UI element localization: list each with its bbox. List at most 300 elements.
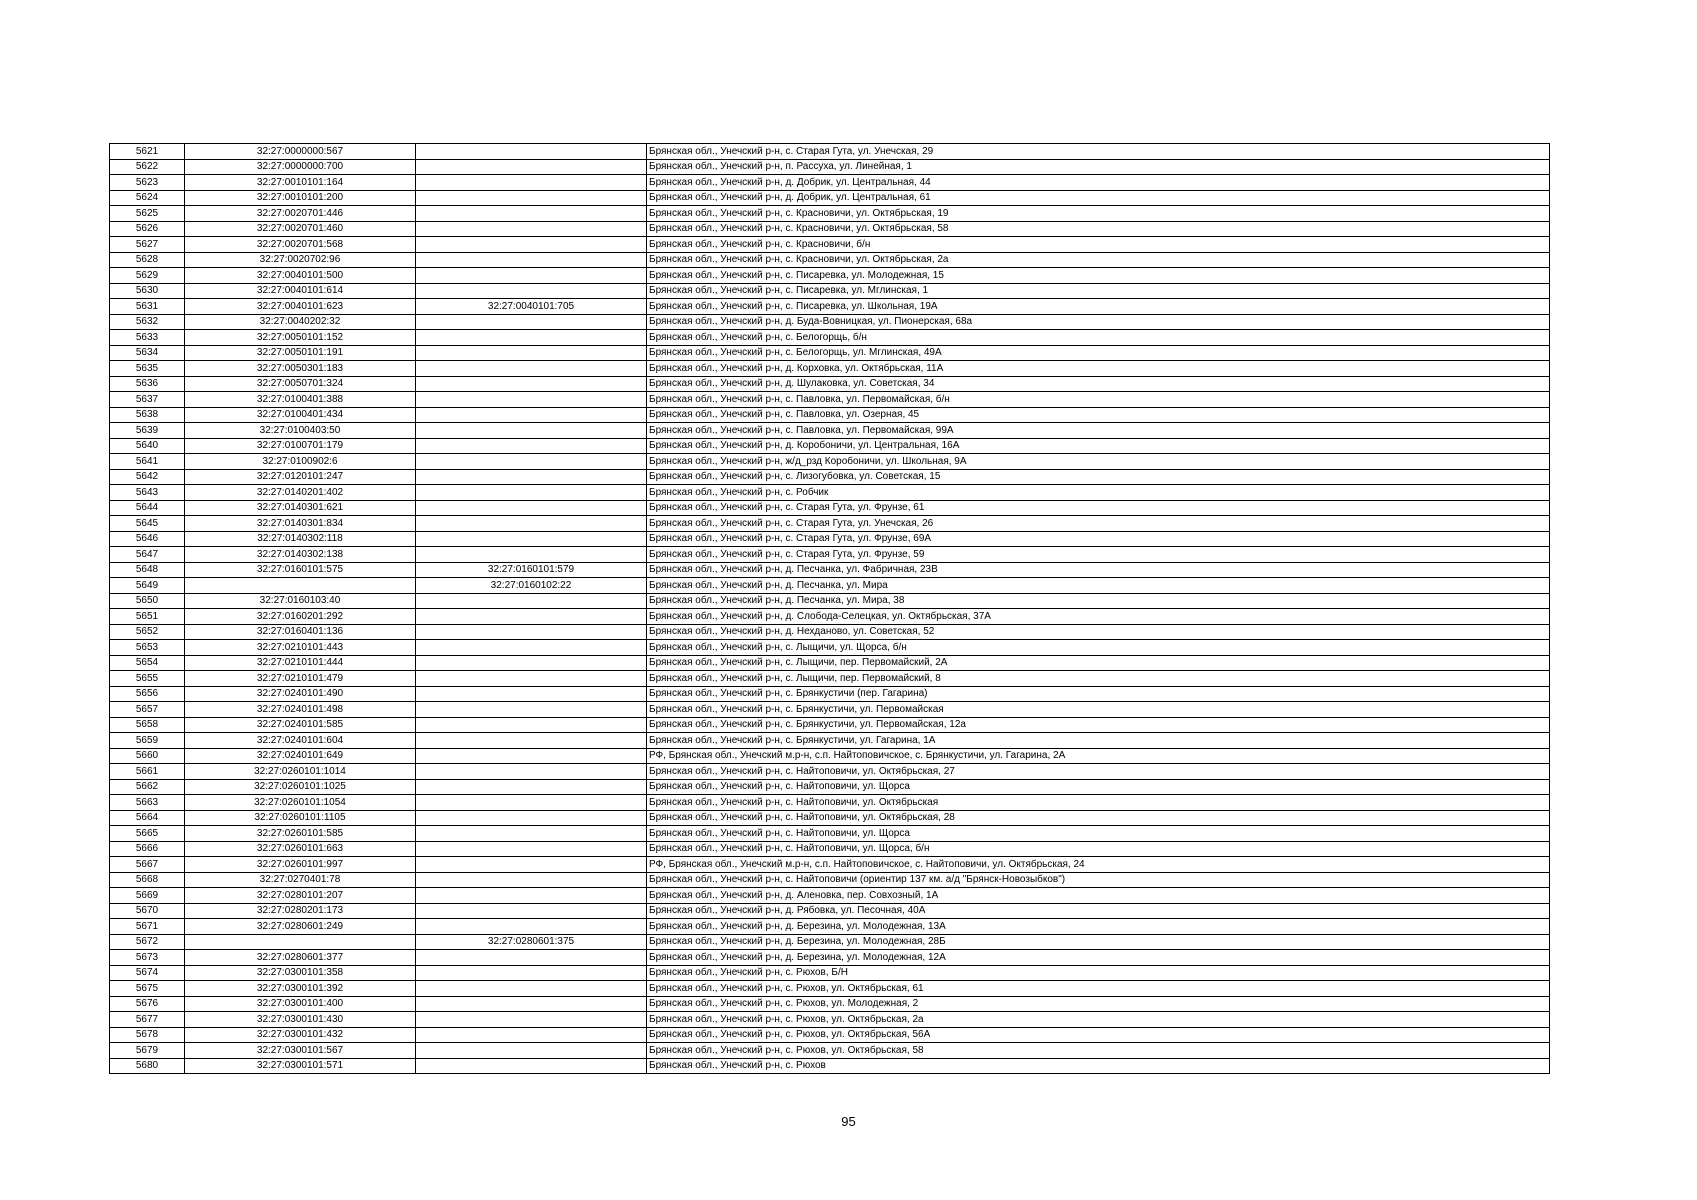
address-cell: Брянская обл., Унечский р-н, д. Аленовка, пер. Совхозный, 1А [647, 888, 1550, 904]
address-cell: Брянская обл., Унечский р-н, с. Рюхов, Б/Н [647, 965, 1550, 981]
related-cadastral-number-cell [416, 965, 647, 981]
row-number-cell: 5656 [110, 686, 185, 702]
cadastral-number-cell: 32:27:0140201:402 [185, 485, 416, 501]
cadastral-number-cell: 32:27:0000000:700 [185, 159, 416, 175]
table-row [110, 996, 1550, 1012]
related-cadastral-number-cell [416, 252, 647, 268]
related-cadastral-number-cell [416, 531, 647, 547]
row-number-cell: 5664 [110, 810, 185, 826]
table-row [110, 407, 1550, 423]
address-cell: Брянская обл., Унечский р-н, с. Брянкустичи, ул. Гагарина, 1А [647, 733, 1550, 749]
related-cadastral-number-cell [416, 764, 647, 780]
row-number-cell: 5662 [110, 779, 185, 795]
table-row [110, 221, 1550, 237]
address-cell: Брянская обл., Унечский р-н, с. Старая Гута, ул. Унечская, 29 [647, 144, 1550, 160]
related-cadastral-number-cell [416, 485, 647, 501]
row-number-cell: 5666 [110, 841, 185, 857]
table-row [110, 640, 1550, 656]
cadastral-number-cell: 32:27:0140301:621 [185, 500, 416, 516]
table-row [110, 252, 1550, 268]
row-number-cell: 5655 [110, 671, 185, 687]
address-cell: Брянская обл., Унечский р-н, с. Павловка, ул. Первомайская, б/н [647, 392, 1550, 408]
table-row [110, 438, 1550, 454]
related-cadastral-number-cell [416, 330, 647, 346]
related-cadastral-number-cell: 32:27:0280601:375 [416, 934, 647, 950]
table-row [110, 903, 1550, 919]
address-cell: Брянская обл., Унечский р-н, с. Старая Гута, ул. Фрунзе, 61 [647, 500, 1550, 516]
related-cadastral-number-cell [416, 640, 647, 656]
table-row [110, 345, 1550, 361]
table-row [110, 361, 1550, 377]
address-cell: Брянская обл., Унечский р-н, с. Павловка, ул. Первомайская, 99А [647, 423, 1550, 439]
address-cell: Брянская обл., Унечский р-н, с. Брянкустичи, ул. Первомайская, 12а [647, 717, 1550, 733]
table-row [110, 981, 1550, 997]
row-number-cell: 5652 [110, 624, 185, 640]
table-row [110, 593, 1550, 609]
table-row [110, 314, 1550, 330]
address-cell: Брянская обл., Унечский р-н, с. Найтоповичи (ориентир 137 км. а/д "Брянск-Новозыбков") [647, 872, 1550, 888]
cadastral-number-cell: 32:27:0160103:40 [185, 593, 416, 609]
related-cadastral-number-cell [416, 314, 647, 330]
table-row [110, 454, 1550, 470]
row-number-cell: 5647 [110, 547, 185, 563]
cadastral-number-cell: 32:27:0280201:173 [185, 903, 416, 919]
row-number-cell: 5657 [110, 702, 185, 718]
cadastral-number-cell: 32:27:0020701:446 [185, 206, 416, 222]
related-cadastral-number-cell [416, 686, 647, 702]
related-cadastral-number-cell [416, 221, 647, 237]
related-cadastral-number-cell [416, 175, 647, 191]
row-number-cell: 5633 [110, 330, 185, 346]
row-number-cell: 5653 [110, 640, 185, 656]
address-cell: Брянская обл., Унечский р-н, д. Корховка, ул. Октябрьская, 11А [647, 361, 1550, 377]
address-cell: Брянская обл., Унечский р-н, д. Коробоничи, ул. Центральная, 16А [647, 438, 1550, 454]
cadastral-number-cell: 32:27:0260101:585 [185, 826, 416, 842]
table-row [110, 376, 1550, 392]
table-row [110, 500, 1550, 516]
related-cadastral-number-cell [416, 996, 647, 1012]
related-cadastral-number-cell [416, 345, 647, 361]
related-cadastral-number-cell [416, 717, 647, 733]
row-number-cell: 5643 [110, 485, 185, 501]
row-number-cell: 5625 [110, 206, 185, 222]
row-number-cell: 5670 [110, 903, 185, 919]
cadastral-number-cell: 32:27:0140301:834 [185, 516, 416, 532]
row-number-cell: 5636 [110, 376, 185, 392]
row-number-cell: 5674 [110, 965, 185, 981]
row-number-cell: 5665 [110, 826, 185, 842]
related-cadastral-number-cell [416, 454, 647, 470]
table-row [110, 547, 1550, 563]
related-cadastral-number-cell [416, 593, 647, 609]
row-number-cell: 5678 [110, 1027, 185, 1043]
cadastral-number-cell: 32:27:0020701:568 [185, 237, 416, 253]
table-row [110, 624, 1550, 640]
address-cell: Брянская обл., Унечский р-н, с. Старая Гута, ул. Фрунзе, 59 [647, 547, 1550, 563]
row-number-cell: 5676 [110, 996, 185, 1012]
related-cadastral-number-cell [416, 144, 647, 160]
row-number-cell: 5679 [110, 1043, 185, 1059]
row-number-cell: 5673 [110, 950, 185, 966]
row-number-cell: 5660 [110, 748, 185, 764]
cadastral-number-cell: 32:27:0300101:430 [185, 1012, 416, 1028]
row-number-cell: 5658 [110, 717, 185, 733]
cadastral-number-cell: 32:27:0280601:377 [185, 950, 416, 966]
address-cell: Брянская обл., Унечский р-н, с. Лыщичи, пер. Первомайский, 8 [647, 671, 1550, 687]
address-cell: Брянская обл., Унечский р-н, с. Лизогубовка, ул. Советская, 15 [647, 469, 1550, 485]
registry-table-body [110, 144, 1550, 1074]
related-cadastral-number-cell: 32:27:0160101:579 [416, 562, 647, 578]
table-row [110, 609, 1550, 625]
address-cell: Брянская обл., Унечский р-н, д. Березина, ул. Молодежная, 13А [647, 919, 1550, 935]
cadastral-number-cell: 32:27:0240101:490 [185, 686, 416, 702]
related-cadastral-number-cell [416, 159, 647, 175]
row-number-cell: 5622 [110, 159, 185, 175]
table-row [110, 144, 1550, 160]
table-row [110, 810, 1550, 826]
table-row [110, 562, 1550, 578]
related-cadastral-number-cell [416, 779, 647, 795]
cadastral-number-cell: 32:27:0140302:138 [185, 547, 416, 563]
related-cadastral-number-cell [416, 748, 647, 764]
row-number-cell: 5663 [110, 795, 185, 811]
related-cadastral-number-cell [416, 795, 647, 811]
related-cadastral-number-cell [416, 392, 647, 408]
table-row [110, 717, 1550, 733]
row-number-cell: 5630 [110, 283, 185, 299]
cadastral-number-cell: 32:27:0020702:96 [185, 252, 416, 268]
row-number-cell: 5623 [110, 175, 185, 191]
row-number-cell: 5668 [110, 872, 185, 888]
cadastral-number-cell: 32:27:0260101:997 [185, 857, 416, 873]
cadastral-number-cell: 32:27:0270401:78 [185, 872, 416, 888]
address-cell: Брянская обл., Унечский р-н, с. Найтоповичи, ул. Щорса [647, 779, 1550, 795]
related-cadastral-number-cell [416, 283, 647, 299]
address-cell: Брянская обл., Унечский р-н, с. Лыщичи, ул. Щорса, б/н [647, 640, 1550, 656]
address-cell: Брянская обл., Унечский р-н, с. Красновичи, ул. Октябрьская, 58 [647, 221, 1550, 237]
cadastral-number-cell: 32:27:0100401:388 [185, 392, 416, 408]
address-cell: Брянская обл., Унечский р-н, с. Красновичи, ул. Октябрьская, 2а [647, 252, 1550, 268]
table-row [110, 485, 1550, 501]
cadastral-number-cell: 32:27:0260101:1025 [185, 779, 416, 795]
cadastral-number-cell: 32:27:0000000:567 [185, 144, 416, 160]
address-cell: Брянская обл., Унечский р-н, с. Белогорщь, ул. Мглинская, 49А [647, 345, 1550, 361]
related-cadastral-number-cell [416, 888, 647, 904]
row-number-cell: 5626 [110, 221, 185, 237]
cadastral-number-cell: 32:27:0100403:50 [185, 423, 416, 439]
related-cadastral-number-cell [416, 981, 647, 997]
cadastral-number-cell: 32:27:0300101:392 [185, 981, 416, 997]
table-row [110, 159, 1550, 175]
table-row [110, 299, 1550, 315]
row-number-cell: 5627 [110, 237, 185, 253]
address-cell: Брянская обл., Унечский р-н, д. Березина, ул. Молодежная, 28Б [647, 934, 1550, 950]
table-row [110, 779, 1550, 795]
address-cell: Брянская обл., Унечский р-н, с. Найтоповичи, ул. Щорса, б/н [647, 841, 1550, 857]
address-cell: Брянская обл., Унечский р-н, с. Старая Гута, ул. Унечская, 26 [647, 516, 1550, 532]
cadastral-number-cell: 32:27:0120101:247 [185, 469, 416, 485]
table-row [110, 950, 1550, 966]
related-cadastral-number-cell [416, 1012, 647, 1028]
address-cell: Брянская обл., Унечский р-н, д. Добрик, ул. Центральная, 44 [647, 175, 1550, 191]
address-cell: Брянская обл., Унечский р-н, с. Писаревка, ул. Школьная, 19А [647, 299, 1550, 315]
related-cadastral-number-cell [416, 469, 647, 485]
table-row [110, 764, 1550, 780]
table-row [110, 919, 1550, 935]
address-cell: Брянская обл., Унечский р-н, д. Слобода-Селецкая, ул. Октябрьская, 37А [647, 609, 1550, 625]
address-cell: Брянская обл., Унечский р-н, с. Найтоповичи, ул. Октябрьская, 27 [647, 764, 1550, 780]
table-row [110, 237, 1550, 253]
row-number-cell: 5661 [110, 764, 185, 780]
address-cell: Брянская обл., Унечский р-н, с. Найтоповичи, ул. Октябрьская, 28 [647, 810, 1550, 826]
table-row [110, 1043, 1550, 1059]
table-row [110, 841, 1550, 857]
cadastral-number-cell: 32:27:0260101:1054 [185, 795, 416, 811]
related-cadastral-number-cell [416, 423, 647, 439]
related-cadastral-number-cell [416, 1027, 647, 1043]
row-number-cell: 5635 [110, 361, 185, 377]
related-cadastral-number-cell [416, 950, 647, 966]
cadastral-number-cell: 32:27:0040101:500 [185, 268, 416, 284]
table-row [110, 934, 1550, 950]
address-cell: Брянская обл., Унечский р-н, с. Брянкустичи (пер. Гагарина) [647, 686, 1550, 702]
row-number-cell: 5641 [110, 454, 185, 470]
table-row [110, 516, 1550, 532]
address-cell: Брянская обл., Унечский р-н, с. Павловка, ул. Озерная, 45 [647, 407, 1550, 423]
related-cadastral-number-cell [416, 609, 647, 625]
related-cadastral-number-cell [416, 376, 647, 392]
address-cell: Брянская обл., Унечский р-н, с. Белогорщь, б/н [647, 330, 1550, 346]
table-row [110, 795, 1550, 811]
table-row [110, 469, 1550, 485]
related-cadastral-number-cell [416, 500, 647, 516]
cadastral-number-cell: 32:27:0050101:152 [185, 330, 416, 346]
row-number-cell: 5680 [110, 1058, 185, 1074]
address-cell: Брянская обл., Унечский р-н, с. Найтоповичи, ул. Октябрьская [647, 795, 1550, 811]
table-row [110, 888, 1550, 904]
related-cadastral-number-cell: 32:27:0160102:22 [416, 578, 647, 594]
related-cadastral-number-cell [416, 826, 647, 842]
cadastral-number-cell [185, 934, 416, 950]
row-number-cell: 5640 [110, 438, 185, 454]
related-cadastral-number-cell [416, 237, 647, 253]
table-row [110, 702, 1550, 718]
row-number-cell: 5637 [110, 392, 185, 408]
cadastral-number-cell [185, 578, 416, 594]
cadastral-number-cell: 32:27:0010101:200 [185, 190, 416, 206]
address-cell: Брянская обл., Унечский р-н, с. Красновичи, б/н [647, 237, 1550, 253]
related-cadastral-number-cell [416, 190, 647, 206]
row-number-cell: 5634 [110, 345, 185, 361]
cadastral-number-cell: 32:27:0240101:585 [185, 717, 416, 733]
page-number: 95 [841, 1114, 856, 1129]
related-cadastral-number-cell [416, 857, 647, 873]
row-number-cell: 5667 [110, 857, 185, 873]
table-row [110, 826, 1550, 842]
table-row [110, 733, 1550, 749]
cadastral-number-cell: 32:27:0300101:400 [185, 996, 416, 1012]
cadastral-number-cell: 32:27:0300101:571 [185, 1058, 416, 1074]
address-cell: Брянская обл., Унечский р-н, с. Красновичи, ул. Октябрьская, 19 [647, 206, 1550, 222]
address-cell: Брянская обл., Унечский р-н, с. Рюхов, ул. Октябрьская, 2а [647, 1012, 1550, 1028]
table-row [110, 1012, 1550, 1028]
address-cell: Брянская обл., Унечский р-н, д. Песчанка, ул. Фабричная, 23В [647, 562, 1550, 578]
cadastral-number-cell: 32:27:0300101:358 [185, 965, 416, 981]
cadastral-number-cell: 32:27:0260101:1014 [185, 764, 416, 780]
table-row [110, 578, 1550, 594]
related-cadastral-number-cell: 32:27:0040101:705 [416, 299, 647, 315]
cadastral-number-cell: 32:27:0160101:575 [185, 562, 416, 578]
related-cadastral-number-cell [416, 841, 647, 857]
cadastral-number-cell: 32:27:0160401:136 [185, 624, 416, 640]
related-cadastral-number-cell [416, 919, 647, 935]
row-number-cell: 5669 [110, 888, 185, 904]
table-row [110, 423, 1550, 439]
address-cell: Брянская обл., Унечский р-н, с. Рюхов [647, 1058, 1550, 1074]
address-cell: Брянская обл., Унечский р-н, с. Рюхов, ул. Октябрьская, 61 [647, 981, 1550, 997]
address-cell: Брянская обл., Унечский р-н, с. Робчик [647, 485, 1550, 501]
address-cell: Брянская обл., Унечский р-н, д. Буда-Вовницкая, ул. Пионерская, 68а [647, 314, 1550, 330]
table-row [110, 283, 1550, 299]
table-row [110, 268, 1550, 284]
row-number-cell: 5628 [110, 252, 185, 268]
row-number-cell: 5648 [110, 562, 185, 578]
related-cadastral-number-cell [416, 903, 647, 919]
address-cell: Брянская обл., Унечский р-н, ж/д_рзд Коробоничи, ул. Школьная, 9А [647, 454, 1550, 470]
table-row [110, 965, 1550, 981]
address-cell: Брянская обл., Унечский р-н, д. Нехданово, ул. Советская, 52 [647, 624, 1550, 640]
cadastral-number-cell: 32:27:0210101:444 [185, 655, 416, 671]
related-cadastral-number-cell [416, 547, 647, 563]
cadastral-number-cell: 32:27:0210101:479 [185, 671, 416, 687]
row-number-cell: 5651 [110, 609, 185, 625]
table-row [110, 1027, 1550, 1043]
row-number-cell: 5671 [110, 919, 185, 935]
cadastral-number-cell: 32:27:0040202:32 [185, 314, 416, 330]
registry-table [109, 143, 1550, 1074]
row-number-cell: 5649 [110, 578, 185, 594]
address-cell: Брянская обл., Унечский р-н, с. Писаревка, ул. Мглинская, 1 [647, 283, 1550, 299]
cadastral-number-cell: 32:27:0100902:6 [185, 454, 416, 470]
row-number-cell: 5672 [110, 934, 185, 950]
row-number-cell: 5644 [110, 500, 185, 516]
table-row [110, 1058, 1550, 1074]
cadastral-number-cell: 32:27:0100401:434 [185, 407, 416, 423]
cadastral-number-cell: 32:27:0050301:183 [185, 361, 416, 377]
address-cell: Брянская обл., Унечский р-н, с. Найтоповичи, ул. Щорса [647, 826, 1550, 842]
row-number-cell: 5650 [110, 593, 185, 609]
cadastral-number-cell: 32:27:0280101:207 [185, 888, 416, 904]
related-cadastral-number-cell [416, 872, 647, 888]
row-number-cell: 5631 [110, 299, 185, 315]
address-cell: Брянская обл., Унечский р-н, с. Писаревка, ул. Молодежная, 15 [647, 268, 1550, 284]
related-cadastral-number-cell [416, 206, 647, 222]
cadastral-number-cell: 32:27:0100701:179 [185, 438, 416, 454]
address-cell: Брянская обл., Унечский р-н, д. Шулаковка, ул. Советская, 34 [647, 376, 1550, 392]
address-cell: Брянская обл., Унечский р-н, д. Песчанка, ул. Мира, 38 [647, 593, 1550, 609]
cadastral-number-cell: 32:27:0300101:432 [185, 1027, 416, 1043]
cadastral-number-cell: 32:27:0260101:663 [185, 841, 416, 857]
cadastral-number-cell: 32:27:0240101:649 [185, 748, 416, 764]
cadastral-number-cell: 32:27:0050101:191 [185, 345, 416, 361]
cadastral-number-cell: 32:27:0240101:498 [185, 702, 416, 718]
related-cadastral-number-cell [416, 810, 647, 826]
table-row [110, 671, 1550, 687]
table-row [110, 175, 1550, 191]
cadastral-number-cell: 32:27:0300101:567 [185, 1043, 416, 1059]
address-cell: Брянская обл., Унечский р-н, с. Старая Гута, ул. Фрунзе, 69А [647, 531, 1550, 547]
cadastral-number-cell: 32:27:0020701:460 [185, 221, 416, 237]
address-cell: РФ, Брянская обл., Унечский м.р-н, с.п. Найтоповичское, с. Брянкустичи, ул. Гагарина, 2А [647, 748, 1550, 764]
address-cell: Брянская обл., Унечский р-н, д. Березина, ул. Молодежная, 12А [647, 950, 1550, 966]
address-cell: Брянская обл., Унечский р-н, с. Рюхов, ул. Октябрьская, 56А [647, 1027, 1550, 1043]
related-cadastral-number-cell [416, 361, 647, 377]
address-cell: РФ, Брянская обл., Унечский м.р-н, с.п. Найтоповичское, с. Найтоповичи, ул. Октябрьская, 24 [647, 857, 1550, 873]
cadastral-number-cell: 32:27:0160201:292 [185, 609, 416, 625]
related-cadastral-number-cell [416, 624, 647, 640]
row-number-cell: 5638 [110, 407, 185, 423]
address-cell: Брянская обл., Унечский р-н, д. Песчанка, ул. Мира [647, 578, 1550, 594]
row-number-cell: 5659 [110, 733, 185, 749]
row-number-cell: 5677 [110, 1012, 185, 1028]
cadastral-number-cell: 32:27:0240101:604 [185, 733, 416, 749]
related-cadastral-number-cell [416, 655, 647, 671]
row-number-cell: 5629 [110, 268, 185, 284]
address-cell: Брянская обл., Унечский р-н, д. Рябовка, ул. Песочная, 40А [647, 903, 1550, 919]
table-row [110, 206, 1550, 222]
related-cadastral-number-cell [416, 268, 647, 284]
cadastral-number-cell: 32:27:0280601:249 [185, 919, 416, 935]
cadastral-number-cell: 32:27:0050701:324 [185, 376, 416, 392]
table-row [110, 748, 1550, 764]
table-row [110, 655, 1550, 671]
address-cell: Брянская обл., Унечский р-н, с. Рюхов, ул. Октябрьская, 58 [647, 1043, 1550, 1059]
row-number-cell: 5645 [110, 516, 185, 532]
address-cell: Брянская обл., Унечский р-н, с. Лыщичи, пер. Первомайский, 2А [647, 655, 1550, 671]
table-row [110, 686, 1550, 702]
related-cadastral-number-cell [416, 1058, 647, 1074]
related-cadastral-number-cell [416, 671, 647, 687]
address-cell: Брянская обл., Унечский р-н, п. Рассуха, ул. Линейная, 1 [647, 159, 1550, 175]
related-cadastral-number-cell [416, 1043, 647, 1059]
row-number-cell: 5624 [110, 190, 185, 206]
row-number-cell: 5642 [110, 469, 185, 485]
address-cell: Брянская обл., Унечский р-н, д. Добрик, ул. Центральная, 61 [647, 190, 1550, 206]
related-cadastral-number-cell [416, 516, 647, 532]
cadastral-number-cell: 32:27:0210101:443 [185, 640, 416, 656]
related-cadastral-number-cell [416, 438, 647, 454]
cadastral-number-cell: 32:27:0140302:118 [185, 531, 416, 547]
cadastral-number-cell: 32:27:0010101:164 [185, 175, 416, 191]
cadastral-number-cell: 32:27:0040101:623 [185, 299, 416, 315]
table-row [110, 330, 1550, 346]
row-number-cell: 5646 [110, 531, 185, 547]
table-row [110, 190, 1550, 206]
address-cell: Брянская обл., Унечский р-н, с. Брянкустичи, ул. Первомайская [647, 702, 1550, 718]
row-number-cell: 5654 [110, 655, 185, 671]
table-row [110, 531, 1550, 547]
related-cadastral-number-cell [416, 702, 647, 718]
related-cadastral-number-cell [416, 407, 647, 423]
cadastral-number-cell: 32:27:0260101:1105 [185, 810, 416, 826]
address-cell: Брянская обл., Унечский р-н, с. Рюхов, ул. Молодежная, 2 [647, 996, 1550, 1012]
table-row [110, 857, 1550, 873]
row-number-cell: 5632 [110, 314, 185, 330]
related-cadastral-number-cell [416, 733, 647, 749]
cadastral-number-cell: 32:27:0040101:614 [185, 283, 416, 299]
row-number-cell: 5621 [110, 144, 185, 160]
row-number-cell: 5675 [110, 981, 185, 997]
